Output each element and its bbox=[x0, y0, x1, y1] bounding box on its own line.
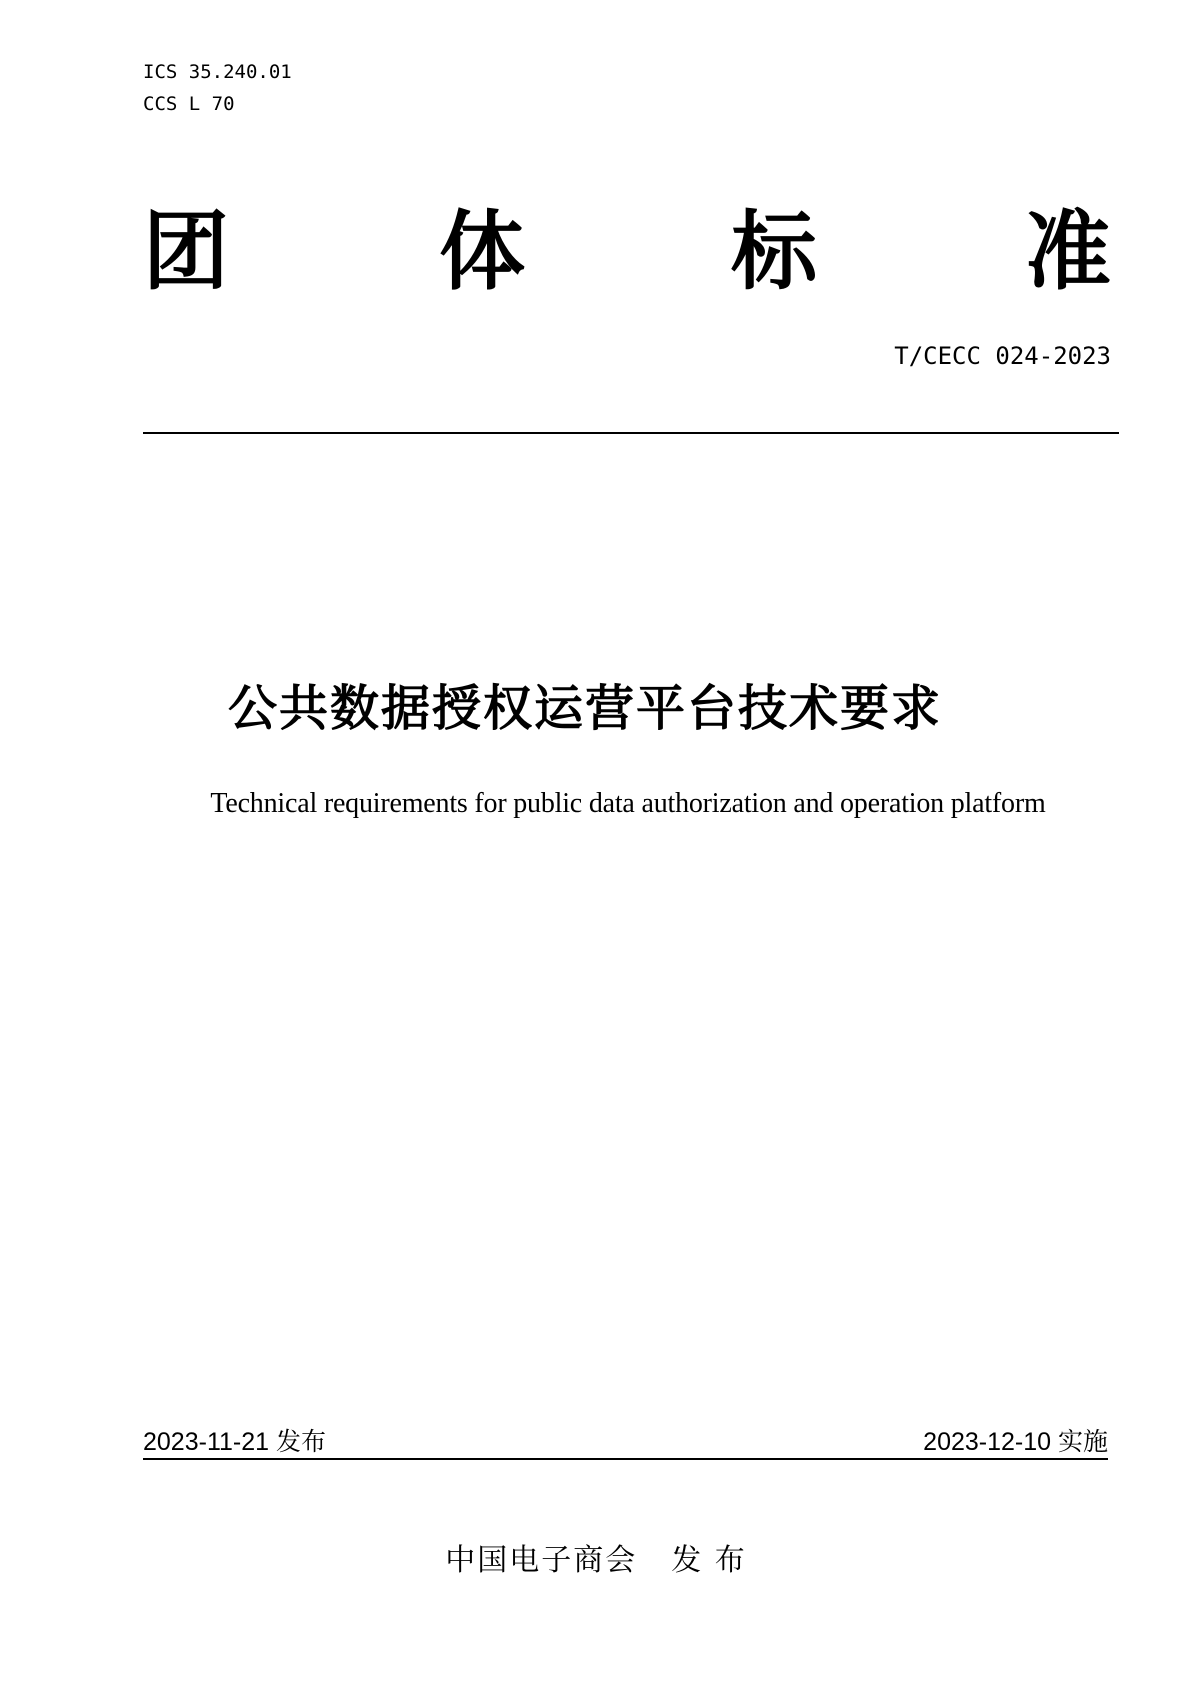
category-title-char: 团 bbox=[143, 202, 229, 302]
document-title-zh: 公共数据授权运营平台技术要求 bbox=[227, 680, 942, 737]
standard-number: T/CECC 024-2023 bbox=[894, 342, 1111, 370]
ccs-code: CCS L 70 bbox=[143, 93, 235, 115]
category-title-char: 标 bbox=[731, 202, 817, 302]
category-title bbox=[143, 202, 1111, 302]
publisher-action: 发 布 bbox=[671, 1543, 747, 1578]
implementation-date: 2023-12-10 实施 bbox=[923, 1428, 1108, 1456]
header-divider bbox=[143, 432, 1119, 434]
document-title-en: Technical requirements for public data authorization and operation platform bbox=[210, 788, 1046, 819]
publisher-name: 中国电子商会 bbox=[445, 1543, 638, 1578]
publisher-line bbox=[0, 1535, 1192, 1579]
dates-line bbox=[143, 1426, 1108, 1460]
issue-date: 2023-11-21 发布 bbox=[143, 1428, 326, 1456]
category-title-char: 体 bbox=[439, 202, 525, 302]
category-title-char: 准 bbox=[1025, 202, 1111, 302]
ics-code: ICS 35.240.01 bbox=[143, 61, 292, 83]
